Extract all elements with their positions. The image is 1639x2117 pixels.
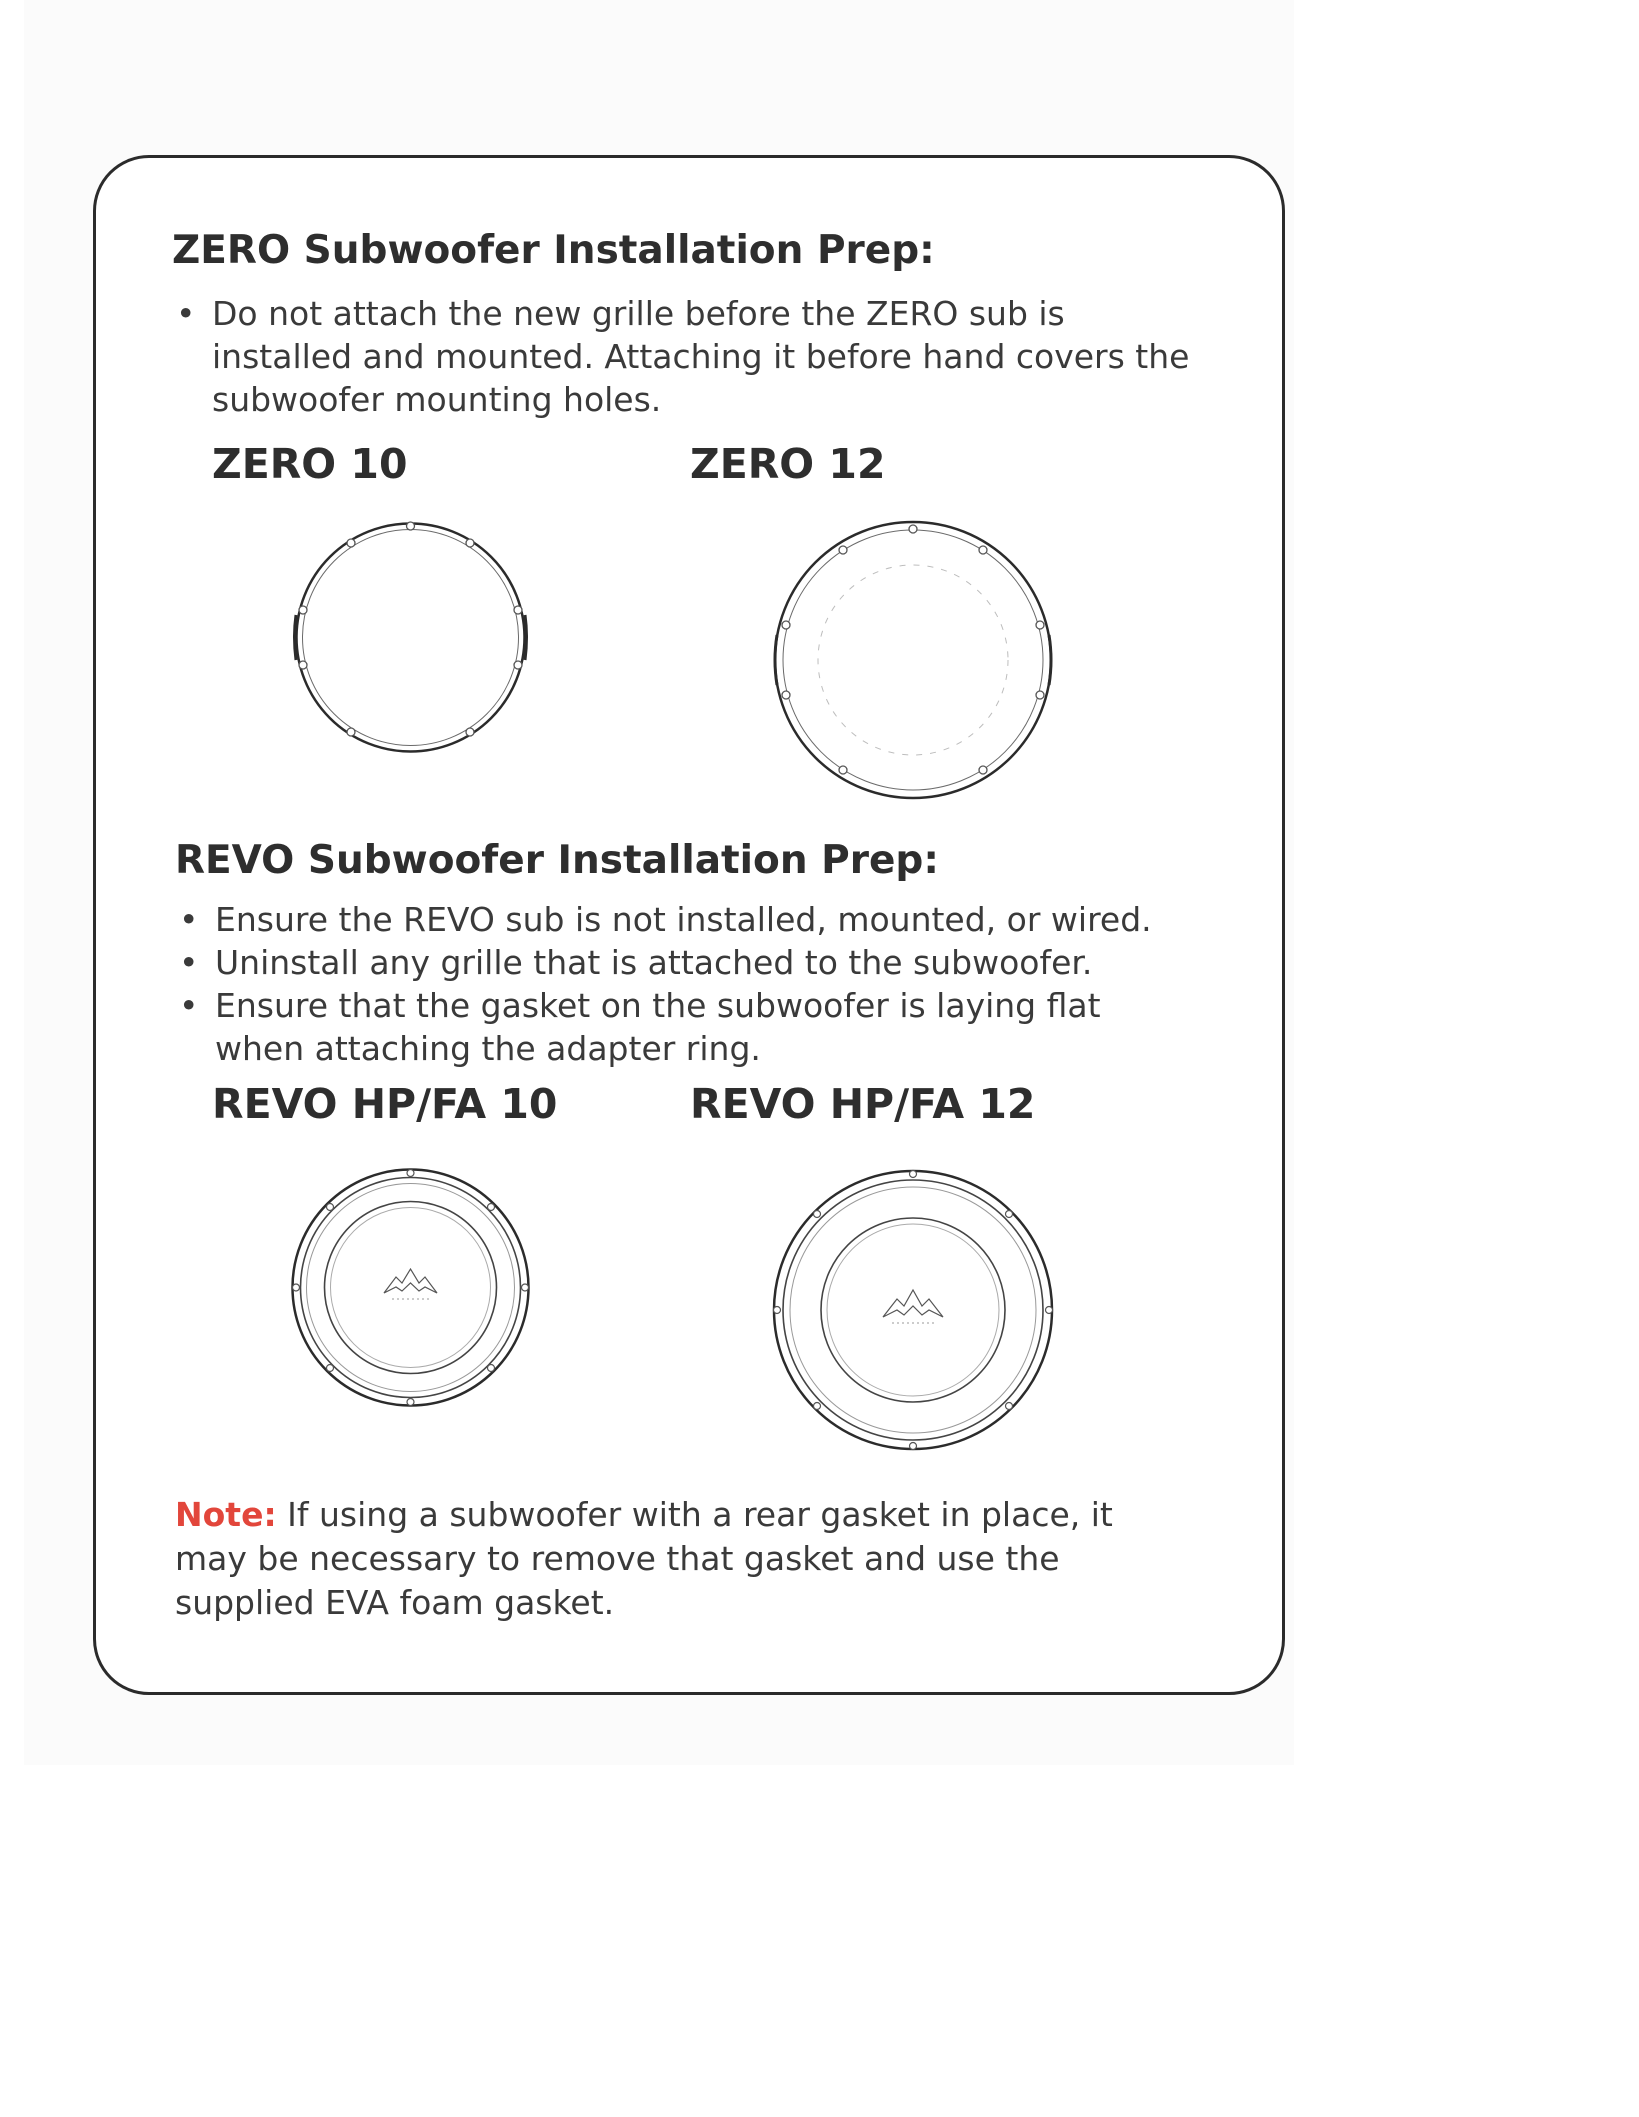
zero-bullet-list — [172, 292, 1212, 421]
revo-12-label: REVO HP/FA 12 — [690, 1080, 1036, 1128]
note-text: If using a subwoofer with a rear gasket in place, it may be necessary to remove that gasket and use the supplied EVA foam gasket. — [175, 1495, 1113, 1622]
zero-section-heading: ZERO Subwoofer Installation Prep: — [172, 228, 935, 273]
zero-bullet-item: • Do not attach the new grille before the ZERO sub is installed and mounted. Attaching it before hand covers the subwoofer mounting holes. — [172, 292, 1212, 421]
note-label: Note: — [175, 1495, 277, 1534]
zero-10-label: ZERO 10 — [212, 440, 408, 488]
revo-10-label: REVO HP/FA 10 — [212, 1080, 558, 1128]
revo-section-heading: REVO Subwoofer Installation Prep: — [175, 838, 939, 883]
revo-bullet-item: • Ensure that the gasket on the subwoofer is laying flat when attaching the adapter ring. — [175, 984, 1195, 1070]
revo-bullet-list — [175, 898, 1195, 1070]
revo-12-subwoofer-illustration — [768, 1165, 1058, 1455]
note-paragraph — [175, 1493, 1175, 1625]
revo-bullet-item: • Ensure the REVO sub is not installed, mounted, or wired. — [175, 898, 1195, 941]
revo-bullet-item: • Uninstall any grille that is attached to the subwoofer. — [175, 941, 1195, 984]
zero-12-label: ZERO 12 — [690, 440, 886, 488]
revo-10-subwoofer-illustration — [288, 1165, 533, 1410]
zero-10-subwoofer-illustration — [288, 515, 533, 760]
zero-12-subwoofer-illustration — [768, 515, 1058, 805]
